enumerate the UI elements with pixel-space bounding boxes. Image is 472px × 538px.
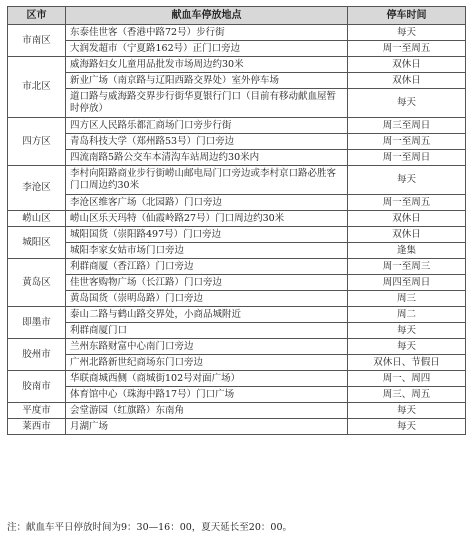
time-cell: 双休日 [348, 57, 466, 73]
blood-donation-schedule-table [7, 6, 466, 435]
table-row [8, 118, 466, 134]
time-cell: 每天 [348, 339, 466, 355]
table-row [8, 387, 466, 403]
time-cell: 每天 [348, 323, 466, 339]
location-cell: 广州北路新世纪商场东门口旁边 [66, 355, 348, 371]
district-cell: 市南区 [8, 25, 66, 57]
location-cell: 城阳李家女姑市场门口旁边 [66, 243, 348, 259]
time-cell: 周一至周五 [348, 41, 466, 57]
time-cell: 每天 [348, 25, 466, 41]
location-cell: 兰州东路财富中心南门口旁边 [66, 339, 348, 355]
location-cell: 利群商厦门口 [66, 323, 348, 339]
time-cell: 周一至周日 [348, 150, 466, 166]
table-row [8, 243, 466, 259]
location-cell: 李村向阳路商业步行街崂山邮电局门口旁边或李村京口路必胜客门口周边约30米 [66, 166, 348, 195]
location-cell: 青岛科技大学（郑州路53号）门口旁边 [66, 134, 348, 150]
time-cell: 每天 [348, 419, 466, 435]
time-cell: 周三、周五 [348, 387, 466, 403]
location-cell: 东泰佳世客（香港中路72号）步行街 [66, 25, 348, 41]
district-cell: 胶州市 [8, 339, 66, 371]
blood-donation-table-container [7, 6, 465, 435]
location-cell: 大润发超市（宁夏路162号）正门口旁边 [66, 41, 348, 57]
location-cell: 李沧区维客广场（北园路）门口旁边 [66, 195, 348, 211]
district-cell: 崂山区 [8, 211, 66, 227]
footnote: 注：献血车平日停放时间为9：30—16：00，夏天延长至20：00。 [7, 522, 292, 533]
table-row [8, 371, 466, 387]
table-row [8, 259, 466, 275]
time-cell: 周一至周五 [348, 195, 466, 211]
table-row [8, 195, 466, 211]
location-cell: 利群商厦（香江路）门口旁边 [66, 259, 348, 275]
location-cell: 黄岛国货（崇明岛路）门口旁边 [66, 291, 348, 307]
time-cell: 周一至周五 [348, 134, 466, 150]
table-row [8, 150, 466, 166]
district-cell: 胶南市 [8, 371, 66, 403]
table-row [8, 419, 466, 435]
location-cell: 四方区人民路乐都汇商场门口旁步行街 [66, 118, 348, 134]
table-row [8, 307, 466, 323]
table-row [8, 41, 466, 57]
time-cell: 双休日 [348, 211, 466, 227]
table-row [8, 73, 466, 89]
table-row [8, 339, 466, 355]
district-cell: 莱西市 [8, 419, 66, 435]
table-row [8, 355, 466, 371]
district-cell: 城阳区 [8, 227, 66, 259]
location-cell: 四流南路5路公交车本清沟车站周边约30米内 [66, 150, 348, 166]
table-row [8, 166, 466, 195]
table-row [8, 134, 466, 150]
time-cell: 每天 [348, 89, 466, 118]
time-cell: 逢集 [348, 243, 466, 259]
location-cell: 威海路妇女儿童用品批发市场周边约30米 [66, 57, 348, 73]
table-row [8, 291, 466, 307]
table-row [8, 89, 466, 118]
header-location: 献血车停放地点 [66, 7, 348, 25]
location-cell: 新业广场（南京路与辽阳西路交界处）室外停车场 [66, 73, 348, 89]
district-cell: 四方区 [8, 118, 66, 166]
time-cell: 周三至周日 [348, 118, 466, 134]
table-row [8, 323, 466, 339]
location-cell: 崂山区乐天玛特（仙霞岭路27号）门口周边约30米 [66, 211, 348, 227]
location-cell: 泰山二路与鹤山路交界处，小商品城附近 [66, 307, 348, 323]
location-cell: 道口路与威海路交界步行街华夏银行门口（目前有移动献血屋暂时停放） [66, 89, 348, 118]
table-header-row [8, 7, 466, 25]
time-cell: 每天 [348, 166, 466, 195]
location-cell: 会堂游园（红旗路）东南角 [66, 403, 348, 419]
time-cell: 周一、周四 [348, 371, 466, 387]
table-row [8, 275, 466, 291]
district-cell: 市北区 [8, 57, 66, 118]
table-row [8, 25, 466, 41]
time-cell: 双休日、节假日 [348, 355, 466, 371]
district-cell: 黄岛区 [8, 259, 66, 307]
time-cell: 周三 [348, 291, 466, 307]
header-district: 区市 [8, 7, 66, 25]
location-cell: 城阳国货（崇阳路497号）门口旁边 [66, 227, 348, 243]
location-cell: 月湖广场 [66, 419, 348, 435]
location-cell: 佳世客购物广场（长江路）门口旁边 [66, 275, 348, 291]
time-cell: 双休日 [348, 227, 466, 243]
time-cell: 周一至周三 [348, 259, 466, 275]
time-cell: 周四至周日 [348, 275, 466, 291]
table-row [8, 403, 466, 419]
district-cell: 李沧区 [8, 166, 66, 211]
time-cell: 每天 [348, 403, 466, 419]
table-row [8, 211, 466, 227]
time-cell: 周二 [348, 307, 466, 323]
header-time: 停车时间 [348, 7, 466, 25]
table-row [8, 57, 466, 73]
table-row [8, 227, 466, 243]
time-cell: 双休日 [348, 73, 466, 89]
district-cell: 即墨市 [8, 307, 66, 339]
district-cell: 平度市 [8, 403, 66, 419]
location-cell: 华联商城西侧（商城街102号对面广场） [66, 371, 348, 387]
location-cell: 体育馆中心（珠海中路17号）门口广场 [66, 387, 348, 403]
